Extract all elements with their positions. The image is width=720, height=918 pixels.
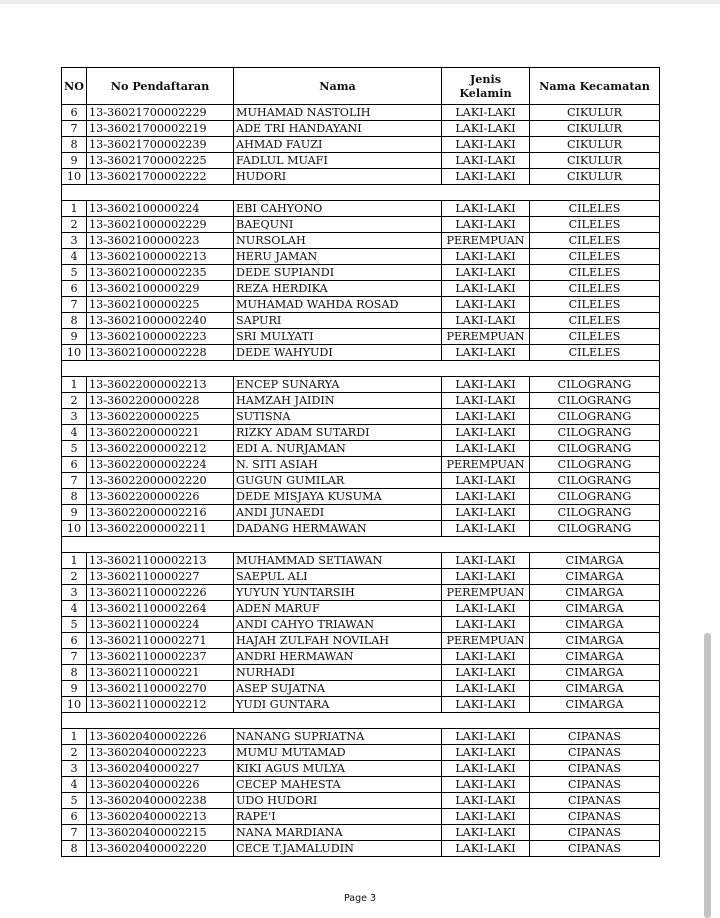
table-row: [62, 617, 660, 633]
cell-person-name: ANDRI HERMAWAN: [234, 649, 442, 665]
cell-person-name: NURHADI: [234, 665, 442, 681]
cell-registration-number: 13-36021100002271: [87, 633, 234, 649]
cell-gender: LAKI-LAKI: [442, 569, 530, 585]
cell-registration-number: 13-36021700002239: [87, 137, 234, 153]
cell-gender: LAKI-LAKI: [442, 809, 530, 825]
table-row: [62, 649, 660, 665]
cell-kecamatan: CILELES: [530, 249, 660, 265]
cell-gender: LAKI-LAKI: [442, 825, 530, 841]
header-name: Nama: [234, 68, 442, 105]
cell-registration-number: 13-36022000002220: [87, 473, 234, 489]
cell-row-number: 7: [62, 649, 87, 665]
table-row: [62, 777, 660, 793]
cell-gender: LAKI-LAKI: [442, 505, 530, 521]
cell-person-name: CECEP MAHESTA: [234, 777, 442, 793]
cell-kecamatan: CILELES: [530, 329, 660, 345]
cell-gender: PEREMPUAN: [442, 233, 530, 249]
cell-row-number: 10: [62, 169, 87, 185]
table-row: [62, 329, 660, 345]
cell-registration-number: 13-36022000002211: [87, 521, 234, 537]
header-no: NO: [62, 68, 87, 105]
table-body: [62, 105, 660, 857]
cell-registration-number: 13-36021000002240: [87, 313, 234, 329]
cell-kecamatan: CILOGRANG: [530, 473, 660, 489]
cell-person-name: HERU JAMAN: [234, 249, 442, 265]
table-row: [62, 665, 660, 681]
cell-row-number: 8: [62, 841, 87, 857]
cell-person-name: ADE TRI HANDAYANI: [234, 121, 442, 137]
cell-registration-number: 13-3602100000223: [87, 233, 234, 249]
table-row: [62, 761, 660, 777]
cell-row-number: 4: [62, 601, 87, 617]
cell-kecamatan: CIKULUR: [530, 153, 660, 169]
cell-kecamatan: CILELES: [530, 313, 660, 329]
cell-person-name: GUGUN GUMILAR: [234, 473, 442, 489]
cell-registration-number: 13-3602200000228: [87, 393, 234, 409]
cell-gender: LAKI-LAKI: [442, 553, 530, 569]
table-row: [62, 553, 660, 569]
cell-row-number: 9: [62, 153, 87, 169]
cell-registration-number: 13-36022000002224: [87, 457, 234, 473]
cell-registration-number: 13-36021000002228: [87, 345, 234, 361]
cell-person-name: MUHAMAD NASTOLIH: [234, 105, 442, 121]
cell-kecamatan: CIMARGA: [530, 553, 660, 569]
cell-row-number: 3: [62, 585, 87, 601]
cell-person-name: ANDI JUNAEDI: [234, 505, 442, 521]
header-gender: [442, 68, 530, 105]
cell-gender: LAKI-LAKI: [442, 649, 530, 665]
table-row: [62, 841, 660, 857]
cell-row-number: 6: [62, 633, 87, 649]
table-header-row: [62, 68, 660, 105]
cell-gender: LAKI-LAKI: [442, 473, 530, 489]
cell-row-number: 10: [62, 521, 87, 537]
cell-kecamatan: CIPANAS: [530, 793, 660, 809]
cell-kecamatan: CIPANAS: [530, 777, 660, 793]
cell-person-name: NANA MARDIANA: [234, 825, 442, 841]
cell-registration-number: 13-36022000002216: [87, 505, 234, 521]
group-separator-row: [62, 361, 660, 377]
cell-gender: PEREMPUAN: [442, 633, 530, 649]
cell-person-name: UDO HUDORI: [234, 793, 442, 809]
cell-registration-number: 13-3602200000221: [87, 425, 234, 441]
document-page: [0, 4, 720, 918]
cell-kecamatan: CILELES: [530, 233, 660, 249]
table-row: [62, 137, 660, 153]
cell-row-number: 4: [62, 777, 87, 793]
cell-registration-number: 13-36021700002229: [87, 105, 234, 121]
table-row: [62, 825, 660, 841]
cell-kecamatan: CILELES: [530, 281, 660, 297]
cell-gender: LAKI-LAKI: [442, 697, 530, 713]
cell-kecamatan: CIMARGA: [530, 665, 660, 681]
cell-gender: LAKI-LAKI: [442, 249, 530, 265]
cell-person-name: KIKI AGUS MULYA: [234, 761, 442, 777]
cell-row-number: 7: [62, 297, 87, 313]
cell-registration-number: 13-36022000002213: [87, 377, 234, 393]
cell-person-name: SAPURI: [234, 313, 442, 329]
cell-kecamatan: CIMARGA: [530, 697, 660, 713]
cell-registration-number: 13-36020400002238: [87, 793, 234, 809]
cell-kecamatan: CIPANAS: [530, 841, 660, 857]
cell-row-number: 10: [62, 697, 87, 713]
table-row: [62, 249, 660, 265]
cell-row-number: 5: [62, 617, 87, 633]
cell-kecamatan: CILELES: [530, 345, 660, 361]
group-separator-row: [62, 537, 660, 553]
cell-person-name: NURSOLAH: [234, 233, 442, 249]
cell-gender: LAKI-LAKI: [442, 425, 530, 441]
cell-gender: LAKI-LAKI: [442, 729, 530, 745]
cell-registration-number: 13-36020400002215: [87, 825, 234, 841]
cell-row-number: 6: [62, 809, 87, 825]
cell-gender: LAKI-LAKI: [442, 345, 530, 361]
cell-gender: LAKI-LAKI: [442, 137, 530, 153]
cell-registration-number: 13-3602100000229: [87, 281, 234, 297]
cell-registration-number: 13-36021100002212: [87, 697, 234, 713]
cell-gender: LAKI-LAKI: [442, 617, 530, 633]
cell-person-name: YUDI GUNTARA: [234, 697, 442, 713]
cell-kecamatan: CIMARGA: [530, 617, 660, 633]
cell-gender: LAKI-LAKI: [442, 793, 530, 809]
table-row: [62, 169, 660, 185]
cell-kecamatan: CILOGRANG: [530, 457, 660, 473]
table-row: [62, 505, 660, 521]
cell-registration-number: 13-3602110000221: [87, 665, 234, 681]
table-row: [62, 585, 660, 601]
cell-gender: LAKI-LAKI: [442, 217, 530, 233]
table-row: [62, 473, 660, 489]
cell-registration-number: 13-36020400002213: [87, 809, 234, 825]
cell-gender: PEREMPUAN: [442, 457, 530, 473]
cell-person-name: ENCEP SUNARYA: [234, 377, 442, 393]
cell-registration-number: 13-36021000002235: [87, 265, 234, 281]
cell-row-number: 9: [62, 681, 87, 697]
cell-person-name: ASEP SUJATNA: [234, 681, 442, 697]
table-row: [62, 297, 660, 313]
cell-person-name: MUMU MUTAMAD: [234, 745, 442, 761]
group-separator-cell: [62, 537, 660, 553]
cell-person-name: EBI CAHYONO: [234, 201, 442, 217]
cell-registration-number: 13-36021700002219: [87, 121, 234, 137]
cell-row-number: 3: [62, 233, 87, 249]
cell-kecamatan: CILELES: [530, 217, 660, 233]
cell-kecamatan: CIPANAS: [530, 761, 660, 777]
cell-registration-number: 13-36020400002226: [87, 729, 234, 745]
cell-gender: LAKI-LAKI: [442, 121, 530, 137]
group-separator-cell: [62, 361, 660, 377]
cell-row-number: 3: [62, 761, 87, 777]
table-row: [62, 489, 660, 505]
cell-registration-number: 13-36021700002222: [87, 169, 234, 185]
cell-person-name: CECE T.JAMALUDIN: [234, 841, 442, 857]
table-row: [62, 345, 660, 361]
cell-kecamatan: CIPANAS: [530, 745, 660, 761]
cell-person-name: HAJAH ZULFAH NOVILAH: [234, 633, 442, 649]
cell-person-name: RAPE'I: [234, 809, 442, 825]
cell-registration-number: 13-3602040000226: [87, 777, 234, 793]
cell-row-number: 2: [62, 745, 87, 761]
cell-registration-number: 13-36020400002220: [87, 841, 234, 857]
cell-kecamatan: CILOGRANG: [530, 505, 660, 521]
cell-person-name: EDI A. NURJAMAN: [234, 441, 442, 457]
cell-registration-number: 13-3602110000224: [87, 617, 234, 633]
cell-gender: LAKI-LAKI: [442, 297, 530, 313]
table-row: [62, 265, 660, 281]
cell-person-name: NANANG SUPRIATNA: [234, 729, 442, 745]
group-separator-cell: [62, 185, 660, 201]
cell-registration-number: 13-36021000002213: [87, 249, 234, 265]
table-row: [62, 217, 660, 233]
cell-kecamatan: CILOGRANG: [530, 425, 660, 441]
cell-person-name: SAEPUL ALI: [234, 569, 442, 585]
table-row: [62, 121, 660, 137]
cell-person-name: DEDE SUPIANDI: [234, 265, 442, 281]
cell-person-name: AHMAD FAUZI: [234, 137, 442, 153]
table-row: [62, 105, 660, 121]
cell-gender: LAKI-LAKI: [442, 105, 530, 121]
cell-gender: LAKI-LAKI: [442, 281, 530, 297]
table-row: [62, 633, 660, 649]
cell-gender: LAKI-LAKI: [442, 761, 530, 777]
cell-person-name: ANDI CAHYO TRIAWAN: [234, 617, 442, 633]
cell-kecamatan: CIMARGA: [530, 681, 660, 697]
cell-registration-number: 13-36021100002213: [87, 553, 234, 569]
cell-row-number: 3: [62, 409, 87, 425]
cell-row-number: 1: [62, 553, 87, 569]
cell-person-name: SRI MULYATI: [234, 329, 442, 345]
cell-kecamatan: CILELES: [530, 297, 660, 313]
cell-row-number: 7: [62, 825, 87, 841]
cell-registration-number: 13-36022000002212: [87, 441, 234, 457]
cell-person-name: ADEN MARUF: [234, 601, 442, 617]
cell-gender: PEREMPUAN: [442, 585, 530, 601]
cell-registration-number: 13-36021000002229: [87, 217, 234, 233]
table-row: [62, 521, 660, 537]
cell-gender: LAKI-LAKI: [442, 377, 530, 393]
cell-registration-number: 13-36021100002237: [87, 649, 234, 665]
cell-gender: LAKI-LAKI: [442, 745, 530, 761]
cell-person-name: MUHAMMAD SETIAWAN: [234, 553, 442, 569]
cell-row-number: 8: [62, 313, 87, 329]
cell-row-number: 8: [62, 137, 87, 153]
cell-gender: LAKI-LAKI: [442, 393, 530, 409]
table-row: [62, 793, 660, 809]
cell-gender: LAKI-LAKI: [442, 841, 530, 857]
cell-kecamatan: CIKULUR: [530, 137, 660, 153]
table-row: [62, 377, 660, 393]
cell-person-name: N. SITI ASIAH: [234, 457, 442, 473]
cell-kecamatan: CIKULUR: [530, 105, 660, 121]
cell-person-name: DADANG HERMAWAN: [234, 521, 442, 537]
table-row: [62, 281, 660, 297]
page-number: Page 3: [343, 893, 377, 904]
cell-row-number: 6: [62, 105, 87, 121]
cell-kecamatan: CILOGRANG: [530, 441, 660, 457]
cell-gender: LAKI-LAKI: [442, 201, 530, 217]
vertical-scrollbar-thumb[interactable]: [704, 633, 711, 918]
cell-kecamatan: CILOGRANG: [530, 393, 660, 409]
cell-gender: LAKI-LAKI: [442, 601, 530, 617]
cell-gender: LAKI-LAKI: [442, 409, 530, 425]
cell-row-number: 2: [62, 569, 87, 585]
registration-table: [61, 67, 660, 857]
table-row: [62, 601, 660, 617]
table-row: [62, 729, 660, 745]
group-separator-row: [62, 713, 660, 729]
cell-kecamatan: CILOGRANG: [530, 489, 660, 505]
cell-gender: LAKI-LAKI: [442, 313, 530, 329]
cell-kecamatan: CIKULUR: [530, 169, 660, 185]
cell-kecamatan: CIPANAS: [530, 729, 660, 745]
header-kecamatan: Nama Kecamatan: [530, 68, 660, 105]
cell-registration-number: 13-3602200000225: [87, 409, 234, 425]
cell-kecamatan: CIMARGA: [530, 585, 660, 601]
cell-person-name: RIZKY ADAM SUTARDI: [234, 425, 442, 441]
cell-registration-number: 13-36021700002225: [87, 153, 234, 169]
cell-gender: LAKI-LAKI: [442, 441, 530, 457]
cell-row-number: 1: [62, 201, 87, 217]
cell-row-number: 6: [62, 457, 87, 473]
cell-row-number: 5: [62, 441, 87, 457]
cell-gender: LAKI-LAKI: [442, 777, 530, 793]
cell-kecamatan: CILOGRANG: [530, 521, 660, 537]
cell-row-number: 8: [62, 489, 87, 505]
cell-kecamatan: CILELES: [530, 201, 660, 217]
cell-registration-number: 13-36021000002223: [87, 329, 234, 345]
cell-kecamatan: CIMARGA: [530, 633, 660, 649]
cell-person-name: BAEQUNI: [234, 217, 442, 233]
cell-row-number: 1: [62, 729, 87, 745]
cell-gender: LAKI-LAKI: [442, 489, 530, 505]
cell-person-name: SUTISNA: [234, 409, 442, 425]
table-row: [62, 697, 660, 713]
table-row: [62, 681, 660, 697]
cell-row-number: 4: [62, 425, 87, 441]
cell-gender: LAKI-LAKI: [442, 265, 530, 281]
table-row: [62, 201, 660, 217]
cell-row-number: 9: [62, 505, 87, 521]
cell-gender: LAKI-LAKI: [442, 153, 530, 169]
cell-person-name: DEDE MISJAYA KUSUMA: [234, 489, 442, 505]
group-separator-row: [62, 185, 660, 201]
cell-kecamatan: CIMARGA: [530, 649, 660, 665]
table-row: [62, 393, 660, 409]
cell-gender: LAKI-LAKI: [442, 169, 530, 185]
cell-gender: LAKI-LAKI: [442, 681, 530, 697]
cell-row-number: 1: [62, 377, 87, 393]
cell-person-name: HUDORI: [234, 169, 442, 185]
cell-row-number: 10: [62, 345, 87, 361]
cell-person-name: HAMZAH JAIDIN: [234, 393, 442, 409]
header-gender-label: Jenis Kelamin: [459, 72, 512, 100]
cell-kecamatan: CIMARGA: [530, 569, 660, 585]
table-row: [62, 809, 660, 825]
table-row: [62, 441, 660, 457]
cell-registration-number: 13-3602100000224: [87, 201, 234, 217]
cell-gender: LAKI-LAKI: [442, 665, 530, 681]
cell-kecamatan: CILELES: [530, 265, 660, 281]
cell-row-number: 7: [62, 121, 87, 137]
cell-registration-number: 13-36021100002264: [87, 601, 234, 617]
cell-gender: PEREMPUAN: [442, 329, 530, 345]
cell-person-name: YUYUN YUNTARSIH: [234, 585, 442, 601]
table-row: [62, 569, 660, 585]
cell-person-name: FADLUL MUAFI: [234, 153, 442, 169]
cell-row-number: 8: [62, 665, 87, 681]
header-registration-number: No Pendaftaran: [87, 68, 234, 105]
table-row: [62, 745, 660, 761]
table-row: [62, 233, 660, 249]
cell-row-number: 7: [62, 473, 87, 489]
cell-registration-number: 13-36020400002223: [87, 745, 234, 761]
cell-kecamatan: CIPANAS: [530, 809, 660, 825]
table-row: [62, 409, 660, 425]
group-separator-cell: [62, 713, 660, 729]
cell-registration-number: 13-3602040000227: [87, 761, 234, 777]
cell-row-number: 5: [62, 265, 87, 281]
cell-registration-number: 13-3602100000225: [87, 297, 234, 313]
cell-kecamatan: CIPANAS: [530, 825, 660, 841]
cell-person-name: MUHAMAD WAHDA ROSAD: [234, 297, 442, 313]
cell-registration-number: 13-36021100002270: [87, 681, 234, 697]
cell-registration-number: 13-3602200000226: [87, 489, 234, 505]
table-row: [62, 153, 660, 169]
cell-kecamatan: CIKULUR: [530, 121, 660, 137]
cell-row-number: 2: [62, 217, 87, 233]
cell-kecamatan: CILOGRANG: [530, 409, 660, 425]
cell-row-number: 6: [62, 281, 87, 297]
cell-row-number: 5: [62, 793, 87, 809]
table-row: [62, 425, 660, 441]
cell-row-number: 4: [62, 249, 87, 265]
table-row: [62, 457, 660, 473]
cell-row-number: 2: [62, 393, 87, 409]
cell-person-name: REZA HERDIKA: [234, 281, 442, 297]
cell-kecamatan: CIMARGA: [530, 601, 660, 617]
table-row: [62, 313, 660, 329]
cell-person-name: DEDE WAHYUDI: [234, 345, 442, 361]
cell-gender: LAKI-LAKI: [442, 521, 530, 537]
cell-registration-number: 13-3602110000227: [87, 569, 234, 585]
cell-row-number: 9: [62, 329, 87, 345]
cell-kecamatan: CILOGRANG: [530, 377, 660, 393]
cell-registration-number: 13-36021100002226: [87, 585, 234, 601]
